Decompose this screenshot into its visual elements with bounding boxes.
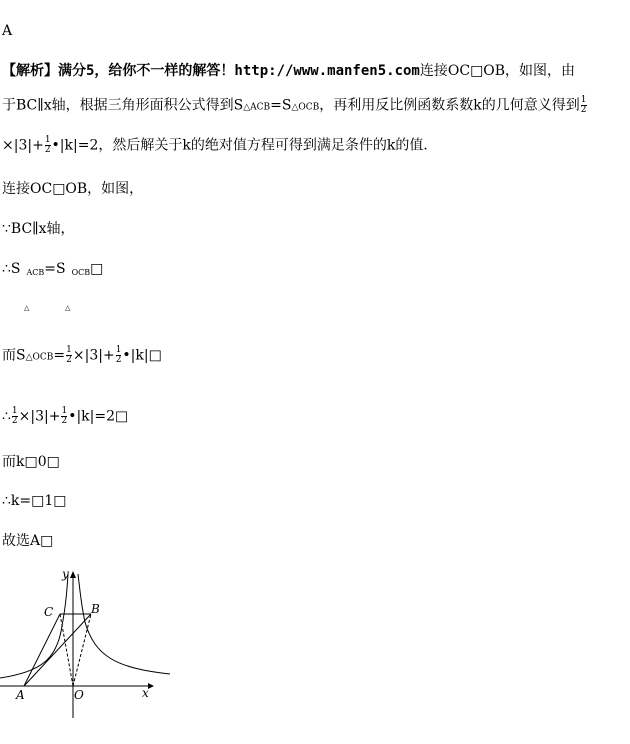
fraction-half: $\frac{1}{2}$ <box>115 345 122 365</box>
area-c: •|k|□ <box>122 347 162 364</box>
hyperbola-right-branch <box>78 574 170 674</box>
analysis-line-2-a: 于BC∥x轴，根据三角形面积公式得到S <box>2 97 244 114</box>
segment-ab <box>24 614 91 686</box>
answer-letter: A <box>2 23 13 39</box>
solution-choose: 故选A□ <box>2 533 54 549</box>
segment-oc <box>60 614 73 686</box>
solution-because: ∵BC∥x轴， <box>2 221 75 237</box>
label-c: C <box>44 605 54 619</box>
solution-therefore-1 <box>2 260 103 282</box>
analysis-line-3-b: •|k|=2，然后解关于k的绝对值方程可得到满足条件的k的值． <box>51 137 438 154</box>
therefore1-end: □ <box>90 261 104 277</box>
y-axis-arrow <box>70 571 76 578</box>
solution-area <box>2 346 162 367</box>
analysis-line-1-text: 连接OC□OB，如图，由 <box>419 63 576 79</box>
fraction-half: $\frac{1}{2}$ <box>44 135 51 155</box>
therefore1-sub-acb: ACB <box>26 268 45 277</box>
solution-k-condition: 而k□0□ <box>2 454 60 470</box>
area-subscript-acb: △ACB <box>243 102 271 113</box>
triangle-mark-ocb: △ <box>65 304 71 312</box>
analysis-line-3 <box>2 136 437 155</box>
therefore1-a: ∴S <box>2 261 21 277</box>
analysis-line-3-a: ×|3|+ <box>2 137 44 154</box>
fraction-half: $\frac{1}{2}$ <box>66 345 72 365</box>
label-y: y <box>62 567 69 581</box>
solution-k-value: ∴k=□1□ <box>2 493 67 509</box>
therefore2-b: ×|3|+ <box>18 408 61 425</box>
analysis-line-2-eq: =S <box>270 97 292 114</box>
analysis-line-1 <box>2 62 575 80</box>
therefore2-c: •|k|=2□ <box>68 408 129 425</box>
therefore1-eq: =S <box>44 261 66 277</box>
label-x: x <box>142 686 149 700</box>
solution-therefore-2 <box>2 407 128 426</box>
label-a: A <box>16 688 25 702</box>
fraction-half: $\frac{1}{2}$ <box>580 95 587 115</box>
label-b: B <box>91 602 100 616</box>
site-watermark-text: 满分5，给你不一样的解答！http://www.manfen5.com <box>58 63 420 79</box>
fraction-half: $\frac{1}{2}$ <box>61 406 68 426</box>
analysis-line-2 <box>2 96 588 117</box>
therefore2-a: ∴ <box>2 408 11 425</box>
area-subscript: △OCB <box>25 352 54 363</box>
solution-connect: 连接OC□OB，如图， <box>2 181 144 197</box>
triangle-mark-acb: △ <box>24 304 30 312</box>
area-b: ×|3|+ <box>72 347 115 364</box>
area-eq: = <box>53 347 66 364</box>
area-subscript-ocb: △OCB <box>291 102 320 113</box>
analysis-heading: 【解析】 <box>2 63 58 79</box>
label-o: O <box>74 688 84 702</box>
x-axis-arrow <box>148 683 154 689</box>
analysis-line-2-b: ，再利用反比例函数系数k的几何意义得到 <box>319 97 580 114</box>
therefore1-sub-ocb: OCB <box>71 268 91 277</box>
fraction-half: $\frac{1}{2}$ <box>11 406 18 426</box>
geometry-figure <box>0 566 170 726</box>
segment-ob <box>73 614 91 686</box>
hyperbola-left-branch <box>0 574 68 678</box>
area-a: 而S <box>2 347 26 364</box>
